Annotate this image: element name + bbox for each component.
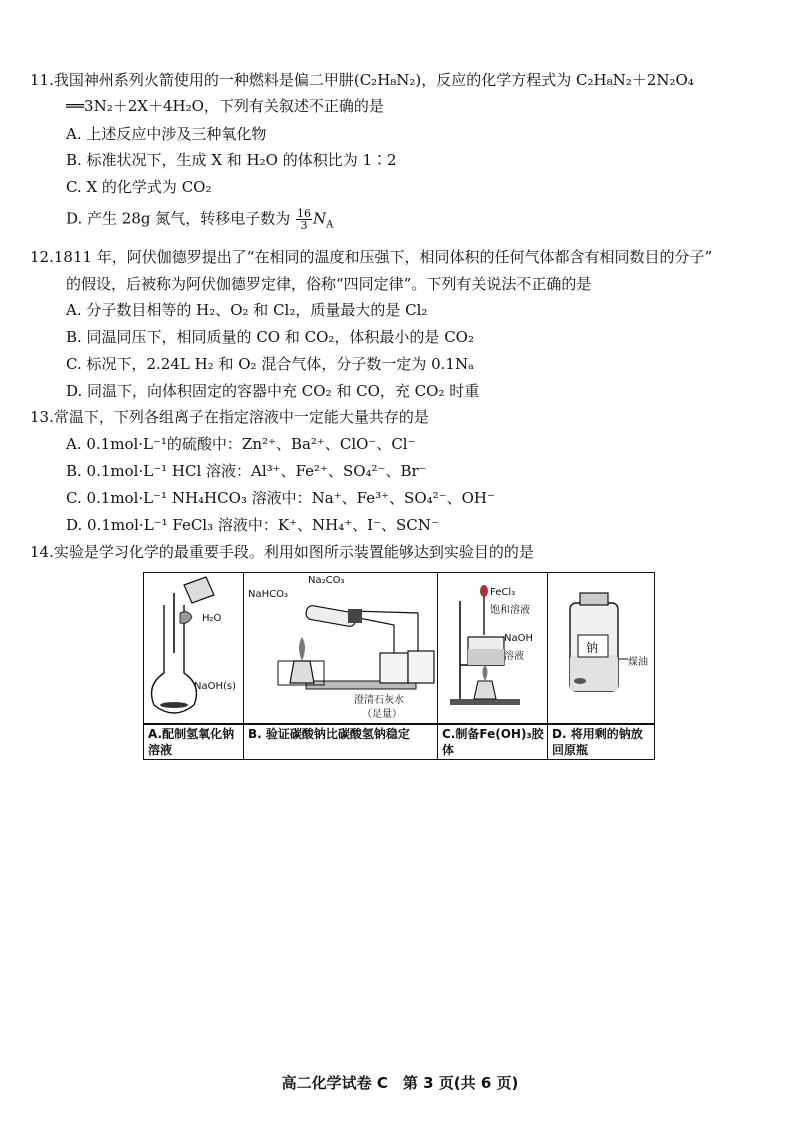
kerosene-label: 煤油 [628,657,648,668]
q13-option-d: D. 0.1mol·L⁻¹ FeCl₃ 溶液中：K⁺、NH₄⁺、I⁻、SCN⁻ [66,516,439,534]
q11-option-a: A. 上述反应中涉及三种氧化物 [66,125,267,143]
reagent-bottle-diagram [548,573,654,723]
q13-option-c: C. 0.1mol·L⁻¹ NH₄HCO₃ 溶液中：Na⁺、Fe³⁺、SO₄²⁻、OH⁻ [66,489,495,507]
figure-b [244,573,438,759]
figure-c [438,573,548,759]
figure-a [144,573,244,759]
q12-option-b: B. 同温同压下，相同质量的 CO 和 CO₂，体积最小的是 CO₂ [66,328,474,346]
figure-d [548,573,654,759]
sufficient-label: （足量） [362,709,402,720]
q11-option-d [66,208,333,236]
q11-option-c: C. X 的化学式为 CO₂ [66,178,212,196]
q12-option-d: D. 同温下，向体积固定的容器中充 CO₂ 和 CO，充 CO₂ 时重 [66,382,480,400]
fraction-denominator: 3 [300,219,308,232]
page-footer: 高二化学试卷 C 第 3 页(共 6 页) [281,1074,519,1092]
avogadro-symbol: N [313,209,327,228]
figure-d-caption: D. 将用剩的钠放回原瓶 [552,727,643,757]
q12-option-a: A. 分子数目相等的 H₂、O₂ 和 Cl₂，质量最大的是 Cl₂ [66,301,428,319]
q13-option-a: A. 0.1mol·L⁻¹的硫酸中：Zn²⁺、Ba²⁺、ClO⁻、Cl⁻ [66,435,416,453]
fraction-numerator: 16 [297,207,312,220]
q11-stem-line1: 11.我国神州系列火箭使用的一种燃料是偏二甲肼(C₂H₈N₂)，反应的化学方程式为 C₂H₈N₂＋2N₂O₄ [30,71,694,89]
naoh-label: NaOH [504,633,533,644]
water-label: H₂O [202,613,222,624]
experiment-figure-table [143,572,655,760]
q12-stem-line1: 12.1811 年，阿伏伽德罗提出了“在相同的温度和压强下，相同体积的任何气体都含有相同数目的分子” [30,248,713,266]
volumetric-flask-diagram [144,573,244,723]
naoh-solid-label: NaOH(s) [194,681,237,692]
figure-b-caption: B. 验证碳酸钠比碳酸氢钠稳定 [248,727,410,741]
q12-stem-line2: 的假设，后被称为阿伏伽德罗定律，俗称“四同定律”。下列有关说法不正确的是 [66,275,592,293]
fecl3-label: FeCl₃ [490,587,516,598]
q14-stem: 14.实验是学习化学的最重要手段。利用如图所示装置能够达到实验目的的是 [30,543,534,561]
q12-option-c: C. 标况下，2.24L H₂ 和 O₂ 混合气体，分子数一定为 0.1Nₐ [66,355,474,373]
q13-stem: 13.常温下，下列各组离子在指定溶液中一定能大量共存的是 [30,408,429,426]
q13-option-b: B. 0.1mol·L⁻¹ HCl 溶液：Al³⁺、Fe²⁺、SO₄²⁻、Br⁻ [66,462,427,480]
sodium-label: 钠 [586,641,599,655]
figure-a-caption: A.配制氢氧化钠溶液 [148,727,235,757]
limewater-label: 澄清石灰水 [354,695,404,706]
figure-c-caption: C.制备Fe(OH)₃胶体 [442,727,544,757]
avogadro-subscript: A [326,219,334,231]
q11-option-b: B. 标准状况下，生成 X 和 H₂O 的体积比为 1∶2 [66,151,397,169]
q11-option-d-prefix: D. 产生 28g 氮气，转移电子数为 [66,209,291,228]
saturated-solution-label: 饱和溶液 [490,605,530,616]
q11-stem-line2: ══3N₂＋2X＋4H₂O，下列有关叙述不正确的是 [66,97,384,115]
nahco3-label: NaHCO₃ [248,589,288,600]
na2co3-label: Na₂CO₃ [308,575,345,586]
fraction [296,208,312,231]
solution-label: 溶液 [504,651,524,662]
